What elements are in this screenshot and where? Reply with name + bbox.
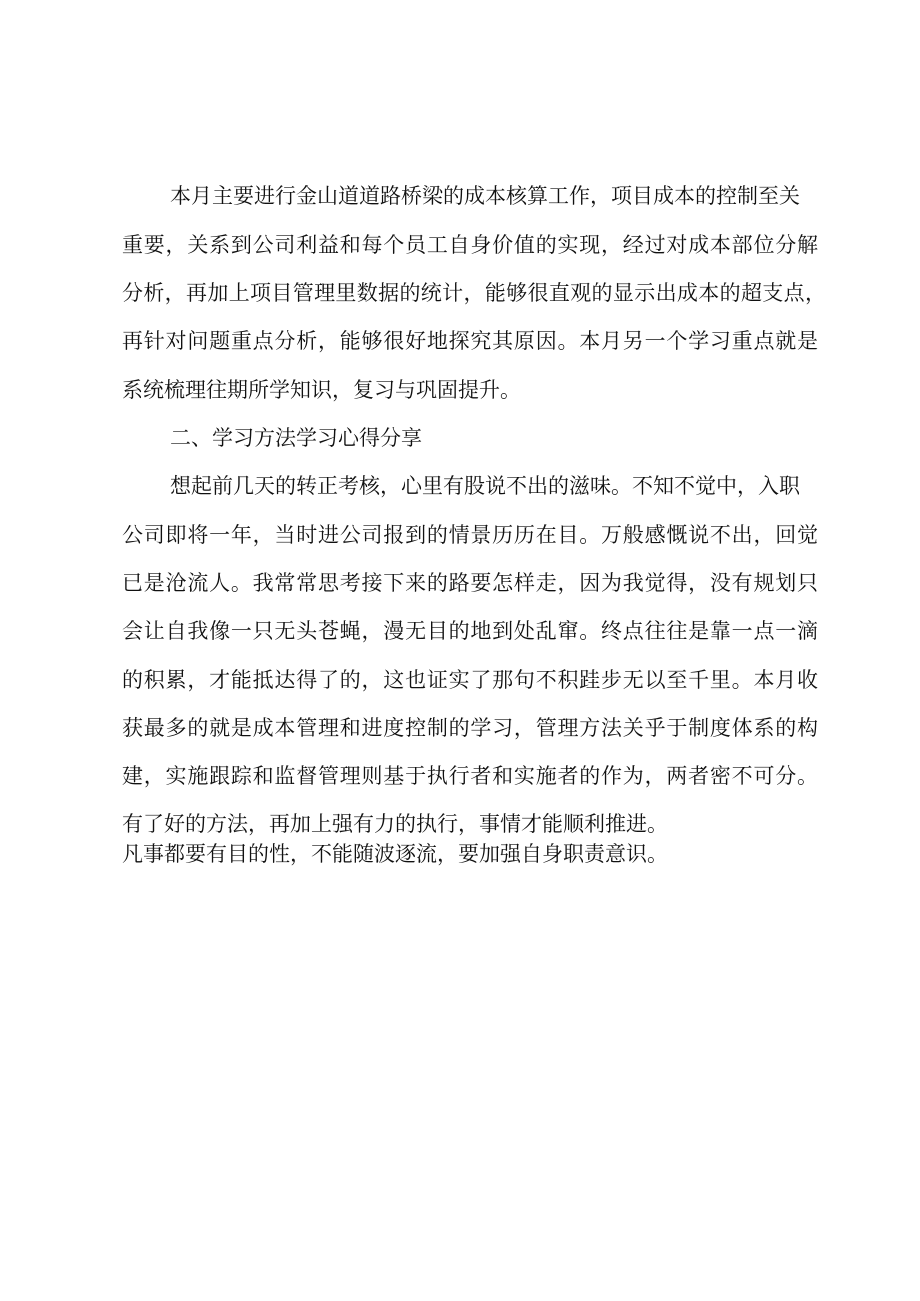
paragraph-2-line-6: 获最多的就是成本管理和进度控制的学习，管理方法关乎于制度体系的构 (122, 716, 818, 740)
extra-line-1: 有了好的方法，再加上强有力的执行，事情才能顺利推进。 (122, 812, 668, 836)
extra-line-2: 凡事都要有目的性，不能随波逐流，要加强自身职责意识。 (122, 842, 668, 866)
paragraph-1-line-3: 分析，再加上项目管理里数据的统计，能够很直观的显示出成本的超支点， (122, 281, 826, 305)
paragraph-1-line-4: 再针对问题重点分析，能够很好地探究其原因。本月另一个学习重点就是 (122, 329, 818, 353)
section-heading: 二、学习方法学习心得分享 (170, 426, 422, 450)
paragraph-2-line-5: 的积累，才能抵达得了的，这也证实了那句不积跬步无以至千里。本月收 (122, 668, 818, 692)
paragraph-2-line-1: 想起前几天的转正考核，心里有股说不出的滋味。不知不觉中，入职 (170, 474, 800, 498)
paragraph-2-line-2: 公司即将一年，当时进公司报到的情景历历在目。万般感慨说不出，回觉 (122, 523, 818, 547)
paragraph-1-line-2: 重要，关系到公司利益和每个员工自身价值的实现，经过对成本部位分解 (122, 233, 818, 257)
paragraph-2-line-7: 建，实施跟踪和监督管理则基于执行者和实施者的作为，两者密不可分。 (122, 764, 818, 788)
paragraph-1-line-5: 系统梳理往期所学知识，复习与巩固提升。 (122, 378, 521, 402)
paragraph-1-line-1: 本月主要进行金山道道路桥梁的成本核算工作，项目成本的控制至关 (170, 184, 800, 208)
paragraph-2-line-3: 已是沧流人。我常常思考接下来的路要怎样走，因为我觉得，没有规划只 (122, 571, 818, 595)
paragraph-2-line-4: 会让自我像一只无头苍蝇，漫无目的地到处乱窜。终点往往是靠一点一滴 (122, 619, 818, 643)
